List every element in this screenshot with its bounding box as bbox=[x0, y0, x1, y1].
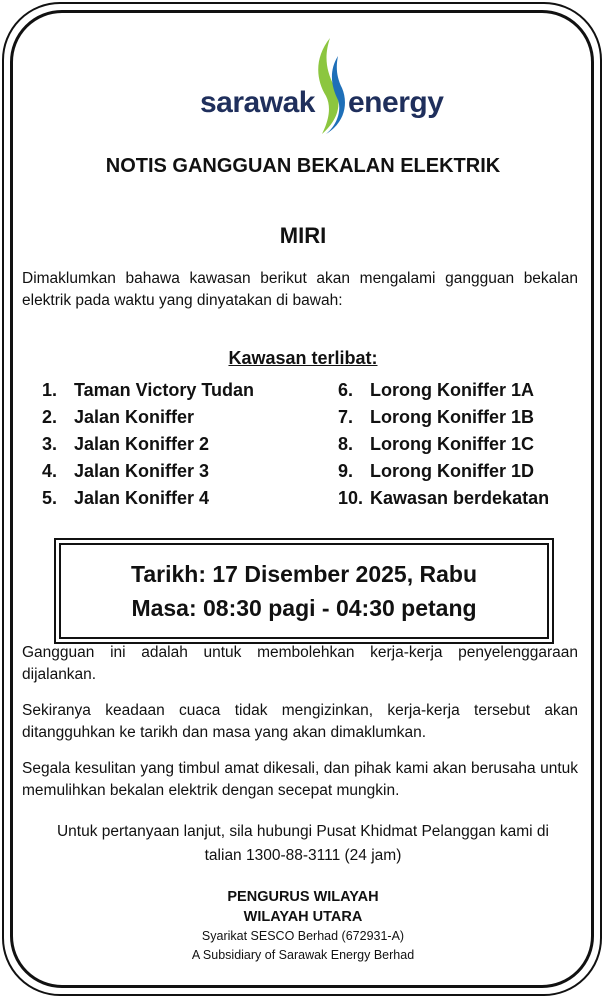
signature-company: Syarikat SESCO Berhad (672931-A) bbox=[201, 929, 405, 943]
logo-text-sarawak: sarawak bbox=[200, 86, 315, 119]
affected-areas-heading: Kawasan terlibat: bbox=[228, 348, 378, 368]
contact-info bbox=[22, 820, 584, 868]
area-item: 6. Lorong Koniffer 1A bbox=[338, 380, 534, 400]
area-item: 1. Taman Victory Tudan bbox=[42, 380, 255, 400]
sarawak-energy-logo bbox=[182, 30, 482, 140]
area-item: 5. Jalan Koniffer 4 bbox=[42, 488, 210, 508]
signature-block bbox=[22, 887, 584, 965]
contact-line-2: talian 1300-88-3111 (24 jam) bbox=[204, 847, 402, 864]
weather-paragraph: Sekiranya keadaan cuaca tidak mengizinkan, kerja-kerja tersebut akan ditangguhkan ke tarikh dan masa yang akan dimaklumkan. bbox=[22, 702, 578, 741]
intro-paragraph: Dimaklumkan bahawa kawasan berikut akan mengalami gangguan bekalan elektrik pada waktu yang dinyatakan di bawah: bbox=[22, 270, 578, 309]
schedule-box bbox=[54, 538, 554, 644]
area-item: 4. Jalan Koniffer 3 bbox=[42, 461, 210, 481]
area-item: 7. Lorong Koniffer 1B bbox=[338, 407, 534, 427]
flame-icon bbox=[310, 36, 346, 136]
area-item: 10. Kawasan berdekatan bbox=[338, 488, 550, 508]
area-item: 2. Jalan Koniffer bbox=[42, 407, 195, 427]
signature-title: PENGURUS WILAYAH bbox=[227, 889, 379, 905]
schedule-box-inner bbox=[59, 543, 549, 639]
area-item: 8. Lorong Koniffer 1C bbox=[338, 434, 534, 454]
notice-title: NOTIS GANGGUAN BEKALAN ELEKTRIK bbox=[105, 155, 501, 177]
signature-region: WILAYAH UTARA bbox=[243, 909, 363, 925]
signature-parent: A Subsidiary of Sarawak Energy Berhad bbox=[191, 948, 415, 962]
purpose-paragraph: Gangguan ini adalah untuk membolehkan kerja-kerja penyelenggaraan dijalankan. bbox=[22, 644, 578, 683]
city-heading: MIRI bbox=[279, 223, 327, 248]
contact-line-1: Untuk pertanyaan lanjut, sila hubungi Pusat Khidmat Pelanggan kami di bbox=[56, 823, 549, 840]
areas-column-right bbox=[338, 380, 606, 515]
area-item: 9. Lorong Koniffer 1D bbox=[338, 461, 534, 481]
area-item: 3. Jalan Koniffer 2 bbox=[42, 434, 210, 454]
apology-paragraph: Segala kesulitan yang timbul amat dikesali, dan pihak kami akan berusaha untuk memulihkan bekalan elektrik dengan secepat mungkin. bbox=[22, 760, 578, 799]
outage-time: Masa: 08:30 pagi - 04:30 petang bbox=[131, 595, 477, 621]
logo-text-energy: energy bbox=[348, 86, 444, 119]
outage-date: Tarikh: 17 Disember 2025, Rabu bbox=[131, 561, 477, 587]
areas-column-left bbox=[42, 380, 342, 515]
